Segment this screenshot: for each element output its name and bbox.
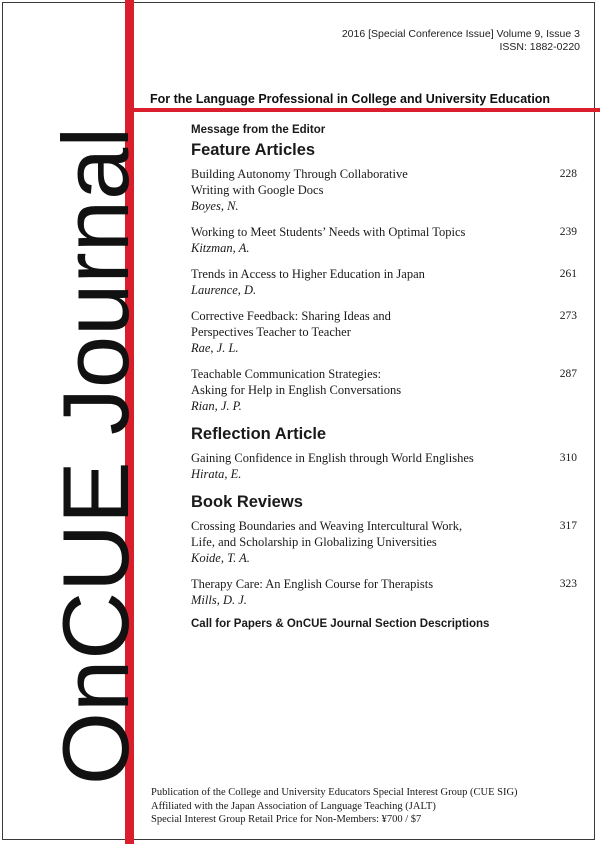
article-author: Boyes, N. [191, 199, 239, 213]
footer-line-price: Special Interest Group Retail Price for Non-Members: ¥700 / $7 [151, 814, 422, 825]
article-author: Kitzman, A. [191, 241, 250, 255]
red-horizontal-rule [130, 108, 600, 112]
section-heading: Reflection Article [191, 425, 327, 443]
section-heading: Feature Articles [191, 141, 316, 159]
message-from-editor: Message from the Editor [191, 124, 326, 136]
issue-line: 2016 [Special Conference Issue] Volume 9, Issue 3 [341, 28, 580, 40]
article-title: Gaining Confidence in English through World Englishes [191, 451, 474, 465]
footer-line-publisher: Publication of the College and University Educators Special Interest Group (CUE SIG) [151, 787, 518, 798]
article-title: Working to Meet Students’ Needs with Optimal Topics [191, 225, 466, 239]
toc-entry [191, 308, 581, 356]
call-for-papers: Call for Papers & OnCUE Journal Section Descriptions [191, 618, 490, 630]
page-number: 261 [559, 268, 577, 280]
article-author: Rian, J. P. [191, 399, 242, 413]
article-title: Life, and Scholarship in Globalizing Universities [191, 535, 437, 549]
footer-line-affiliation: Affiliated with the Japan Association of Language Teaching (JALT) [151, 800, 436, 812]
article-title: Crossing Boundaries and Weaving Intercultural Work, [191, 519, 463, 533]
tagline: For the Language Professional in College and University Education [150, 92, 551, 106]
section-heading: Book Reviews [191, 493, 303, 511]
article-title: Trends in Access to Higher Education in Japan [191, 267, 425, 281]
toc-entry [191, 518, 581, 566]
page-number: 228 [559, 168, 577, 180]
article-title: Asking for Help in English Conversations [191, 383, 402, 397]
article-title: Building Autonomy Through Collaborative [191, 167, 408, 181]
journal-masthead: OnCUE Journal [43, 126, 148, 786]
article-author: Mills, D. J. [191, 593, 247, 607]
issn-line: ISSN: 1882-0220 [499, 41, 580, 53]
page-number: 323 [559, 578, 577, 590]
table-of-contents [191, 124, 581, 630]
issue-info [342, 28, 580, 54]
toc-entry [191, 166, 581, 214]
article-author: Rae, J. L. [191, 341, 239, 355]
page-number: 287 [559, 368, 577, 380]
page-number: 310 [559, 452, 577, 464]
article-title: Corrective Feedback: Sharing Ideas and [191, 309, 391, 323]
toc-sections [191, 140, 581, 608]
toc-entry [191, 576, 581, 608]
article-author: Koide, T. A. [191, 551, 250, 565]
article-title: Writing with Google Docs [191, 183, 324, 197]
toc-entry [191, 224, 581, 256]
article-author: Hirata, E. [191, 467, 242, 481]
article-author: Laurence, D. [191, 283, 257, 297]
article-title: Therapy Care: An English Course for Therapists [191, 577, 434, 591]
page-number: 317 [559, 520, 577, 532]
page-number: 239 [559, 226, 577, 238]
toc-entry [191, 450, 581, 482]
toc-entry [191, 366, 581, 414]
article-title: Perspectives Teacher to Teacher [191, 325, 351, 339]
article-title: Teachable Communication Strategies: [191, 367, 382, 381]
publication-footer [151, 786, 518, 827]
toc-entry [191, 266, 581, 298]
page-number: 273 [559, 310, 577, 322]
